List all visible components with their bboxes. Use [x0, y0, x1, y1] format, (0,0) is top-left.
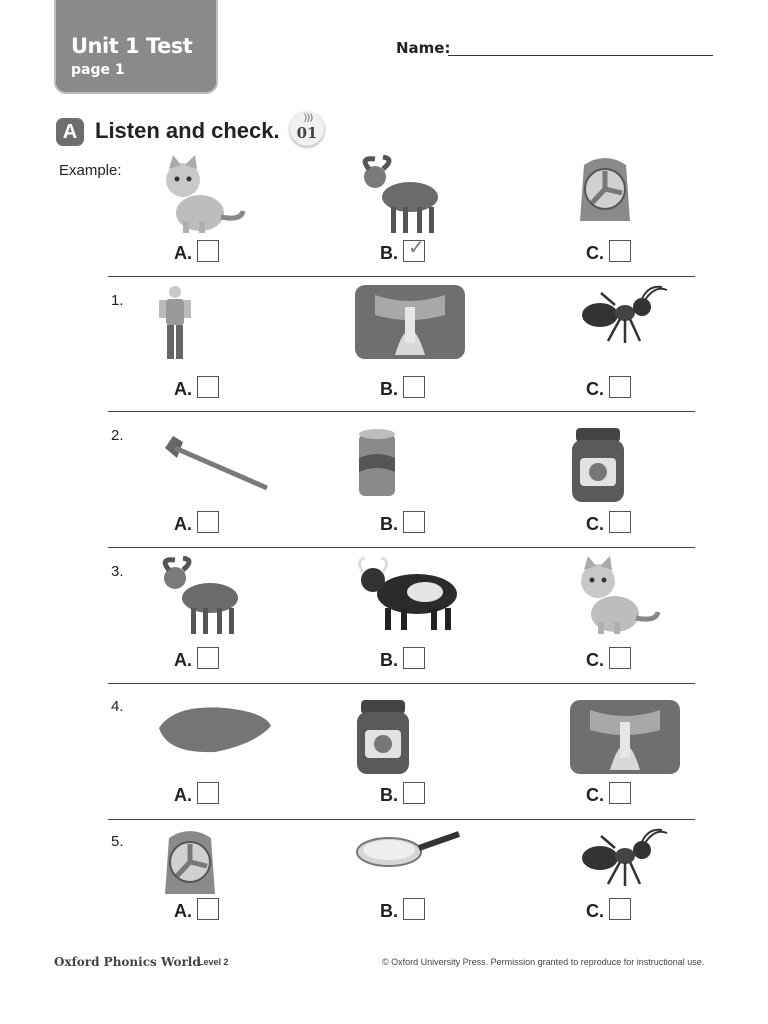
- answer-checkbox[interactable]: [609, 376, 631, 398]
- footer-copyright: © Oxford University Press. Permission granted to reproduce for instructional use.: [382, 957, 705, 967]
- answer-option[interactable]: [586, 240, 631, 264]
- row-divider: [108, 819, 695, 820]
- answer-checkbox[interactable]: [197, 240, 219, 262]
- question-number: 1.: [111, 292, 124, 309]
- row-divider: [108, 683, 695, 684]
- test-title: Unit 1 Test: [71, 34, 193, 58]
- row-divider: [108, 411, 695, 412]
- option-letter: C.: [586, 650, 604, 670]
- footer-logo: Oxford Phonics World: [54, 955, 201, 969]
- option-letter: C.: [586, 785, 604, 805]
- answer-option[interactable]: [380, 647, 425, 671]
- can-picture: [355, 428, 399, 505]
- option-letter: A.: [174, 379, 192, 399]
- ant-picture: [570, 828, 670, 893]
- answer-option[interactable]: [586, 511, 631, 535]
- cat-picture: [155, 155, 250, 240]
- answer-option[interactable]: [174, 898, 219, 922]
- man-picture: [155, 285, 195, 368]
- option-letter: C.: [586, 901, 604, 921]
- jam-picture: [355, 700, 411, 781]
- audio-icon: ))): [304, 112, 313, 122]
- option-letter: B.: [380, 785, 398, 805]
- row-divider: [108, 276, 695, 277]
- name-label: Name:: [396, 39, 451, 57]
- question-number: 4.: [111, 698, 124, 715]
- option-letter: A.: [174, 243, 192, 263]
- answer-option[interactable]: [174, 647, 219, 671]
- fan-picture: [155, 828, 225, 903]
- axe-picture: [155, 428, 275, 503]
- goat-picture: [355, 155, 450, 242]
- answer-checkbox[interactable]: [609, 647, 631, 669]
- answer-option[interactable]: [586, 376, 631, 400]
- answer-option[interactable]: [174, 240, 219, 264]
- ant-picture: [570, 285, 670, 350]
- answer-option[interactable]: [174, 376, 219, 400]
- canyon-picture: [355, 285, 465, 364]
- answer-checkbox[interactable]: [403, 511, 425, 533]
- name-field[interactable]: [448, 55, 713, 56]
- answer-checkbox[interactable]: [403, 782, 425, 804]
- option-letter: A.: [174, 901, 192, 921]
- audio-track-number: 01: [296, 124, 318, 142]
- jam-picture: [570, 428, 626, 509]
- page-number: page 1: [71, 62, 125, 78]
- option-letter: C.: [586, 514, 604, 534]
- section-letter: A: [56, 118, 84, 146]
- pan-picture: [355, 828, 465, 879]
- option-letter: B.: [380, 379, 398, 399]
- answer-option[interactable]: [380, 782, 425, 806]
- answer-option[interactable]: [174, 511, 219, 535]
- option-letter: C.: [586, 379, 604, 399]
- question-number: 2.: [111, 427, 124, 444]
- audio-track-badge[interactable]: [290, 112, 324, 146]
- answer-checkbox[interactable]: [403, 237, 425, 262]
- check-icon: ✓: [408, 237, 425, 259]
- option-letter: A.: [174, 650, 192, 670]
- option-letter: B.: [380, 514, 398, 534]
- canyon-picture: [570, 700, 680, 779]
- question-number: 5.: [111, 833, 124, 850]
- answer-option[interactable]: [380, 376, 425, 400]
- answer-checkbox[interactable]: [609, 511, 631, 533]
- test-header: [56, 0, 216, 92]
- question-number: 3.: [111, 563, 124, 580]
- option-letter: B.: [380, 650, 398, 670]
- answer-option[interactable]: [174, 782, 219, 806]
- option-letter: B.: [380, 901, 398, 921]
- answer-option[interactable]: [380, 511, 425, 535]
- goat-picture: [155, 556, 250, 643]
- yak-picture: [355, 556, 467, 636]
- answer-checkbox[interactable]: [403, 376, 425, 398]
- footer-level: Level 2: [198, 957, 229, 967]
- answer-checkbox[interactable]: [197, 647, 219, 669]
- option-letter: A.: [174, 785, 192, 805]
- answer-checkbox[interactable]: [403, 898, 425, 920]
- option-letter: C.: [586, 243, 604, 263]
- answer-checkbox[interactable]: [197, 376, 219, 398]
- answer-checkbox[interactable]: [197, 898, 219, 920]
- cat-picture: [570, 556, 665, 641]
- answer-checkbox[interactable]: [609, 782, 631, 804]
- answer-checkbox[interactable]: [403, 647, 425, 669]
- example-label: Example:: [59, 162, 122, 179]
- option-letter: A.: [174, 514, 192, 534]
- yam-picture: [155, 700, 273, 765]
- answer-checkbox[interactable]: [609, 240, 631, 262]
- answer-option[interactable]: [380, 237, 425, 264]
- answer-checkbox[interactable]: [197, 511, 219, 533]
- answer-option[interactable]: [380, 898, 425, 922]
- section-title: Listen and check.: [95, 118, 280, 143]
- option-letter: B.: [380, 243, 398, 263]
- answer-option[interactable]: [586, 782, 631, 806]
- answer-option[interactable]: [586, 647, 631, 671]
- answer-checkbox[interactable]: [609, 898, 631, 920]
- answer-checkbox[interactable]: [197, 782, 219, 804]
- row-divider: [108, 547, 695, 548]
- fan-picture: [570, 155, 640, 230]
- answer-option[interactable]: [586, 898, 631, 922]
